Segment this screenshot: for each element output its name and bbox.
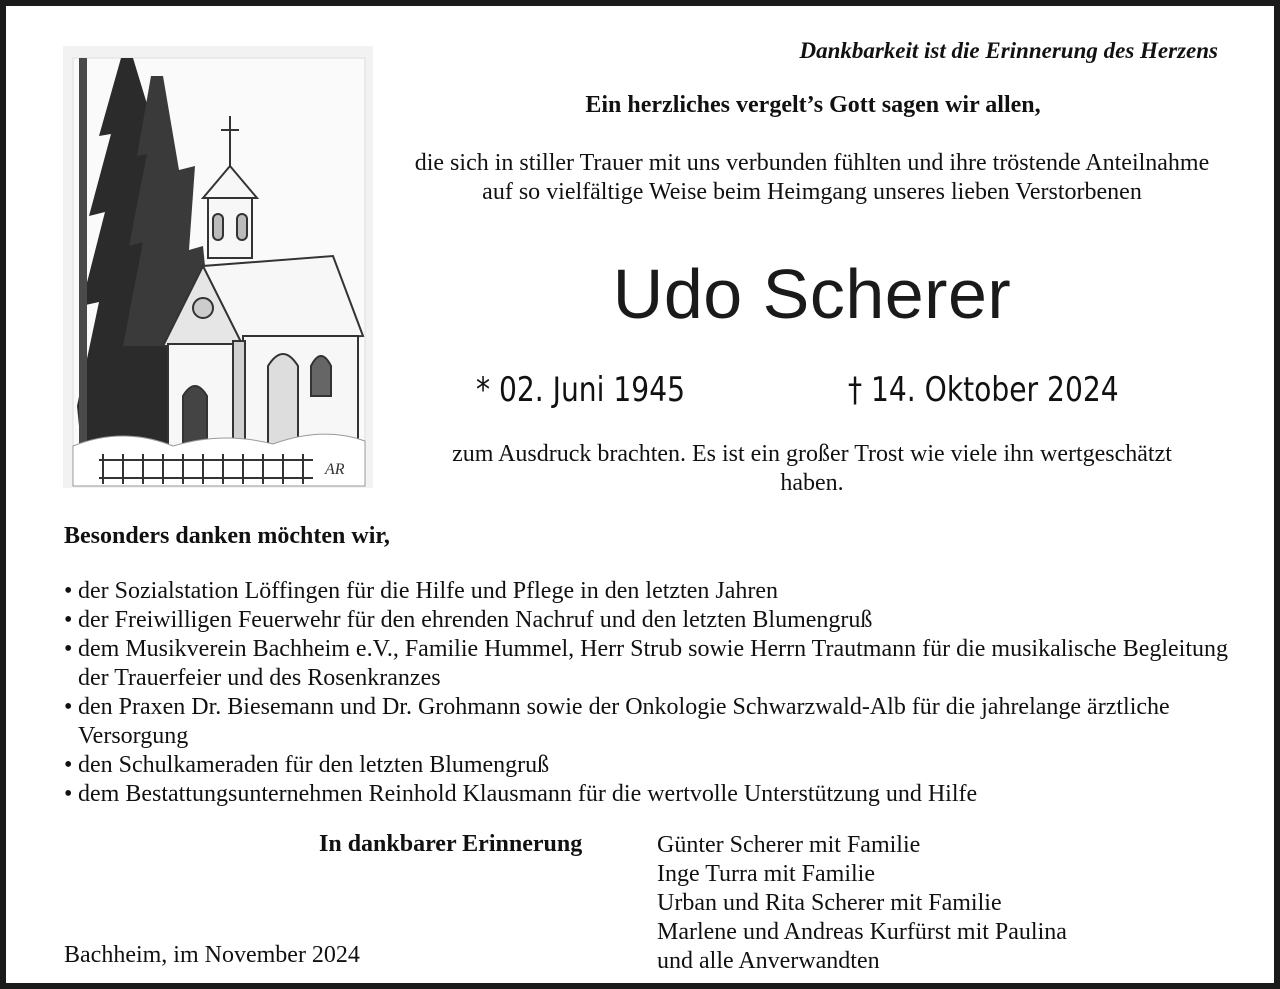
list-item: • den Praxen Dr. Biesemann und Dr. Grohmann sowie der Onkologie Schwarzwald-Alb für die jahrelange ärztliche Versorgung [64,694,1170,749]
artist-signature: AR [325,461,345,478]
signer: und alle Anverwandten [657,948,880,974]
bullet-icon: • [64,781,73,807]
birth-date: * 02. Juni 1945 [476,370,686,410]
bullet-icon: • [64,752,73,778]
signer: Urban und Rita Scherer mit Familie [657,890,1002,916]
bullet-icon: • [64,578,73,604]
list-item: • der Freiwilligen Feuerwehr für den ehrenden Nachruf und den letzten Blumengruß [64,607,873,633]
signer: Marlene und Andreas Kurfürst mit Paulina [657,919,1067,945]
bullet-icon: • [64,636,73,662]
place-date: Bachheim, im November 2024 [64,942,360,968]
intro-text: die sich in stiller Trauer mit uns verbunden fühlten und ihre tröstende Anteilnahme auf so vielfältige Weise beim Heimgang unseres lieben Verstorbenen [414,150,1210,205]
thanks-list [64,577,1234,809]
bullet-icon: • [64,607,73,633]
list-item: • den Schulkameraden für den letzten Blumengruß [64,752,550,778]
signers-list [657,831,1067,976]
outro-text: zum Ausdruck brachten. Es ist ein großer Trost wie viele ihn wertgeschätzt haben. [452,441,1172,496]
list-item: • dem Musikverein Bachheim e.V., Familie Hummel, Herr Strub sowie Herrn Trautmann für die musikalische Begleitung der Trauerfeier und des Rosenkranzes [64,636,1229,691]
signer: Günter Scherer mit Familie [657,832,921,858]
bullet-icon: • [64,694,73,720]
greeting: Ein herzliches vergelt’s Gott sagen wir allen, [585,92,1041,118]
death-date: † 14. Oktober 2024 [848,370,1119,410]
deceased-name: Udo Scherer [612,255,1012,333]
thanks-heading: Besonders danken möchten wir, [64,523,390,549]
list-item: • der Sozialstation Löffingen für die Hilfe und Pflege in den letzten Jahren [64,578,779,604]
list-item: • dem Bestattungsunternehmen Reinhold Klausmann für die wertvolle Unterstützung und Hilfe [64,781,978,807]
signer: Inge Turra mit Familie [657,861,875,887]
closing-label: In dankbarer Erinnerung [319,831,583,857]
motto: Dankbarkeit ist die Erinnerung des Herzens [799,38,1218,63]
